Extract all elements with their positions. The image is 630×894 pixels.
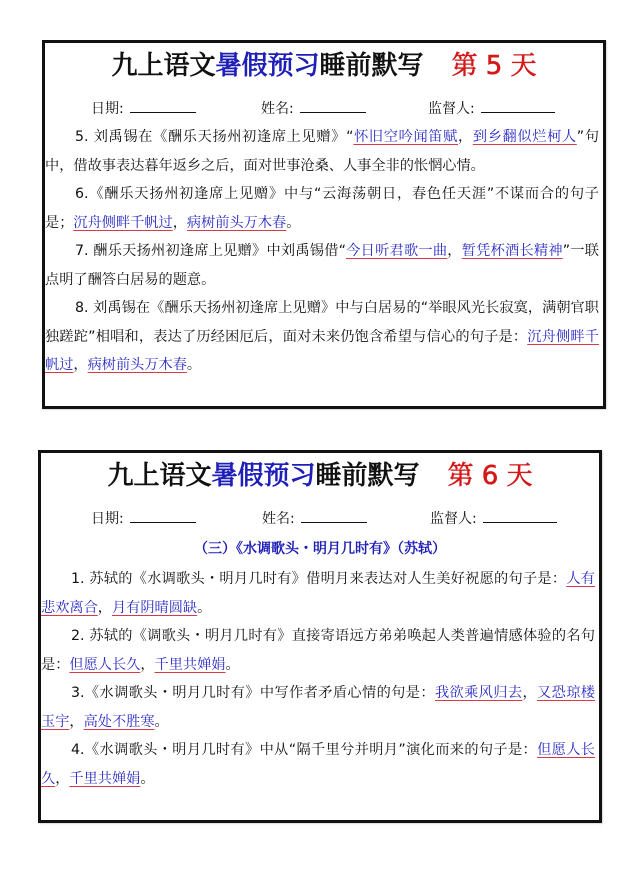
title-course: 九上语文 — [107, 461, 212, 491]
answer-text: 高处不胜寒 — [83, 713, 155, 730]
title-day: 第 6 天 — [447, 461, 533, 491]
question-text: 。 — [225, 656, 240, 673]
date-blank[interactable] — [130, 98, 196, 113]
question-item — [41, 622, 595, 679]
date-field — [91, 508, 196, 529]
date-label: 日期: — [91, 101, 124, 117]
name-label: 姓名: — [262, 511, 295, 527]
separator: ， — [73, 357, 88, 373]
answer-text: 今日听君歌一曲 — [346, 243, 448, 259]
question-text: 4.《水调歌头・明月几时有》中从“隔千里兮并明月”演化而来的句子是： — [71, 742, 538, 758]
question-item — [45, 294, 599, 380]
question-text: ”句中，借故事表达暮年返乡之后，面对世事沧桑、人事全非的怅惘心情。 — [45, 129, 599, 174]
title-activity: 睡前默写 — [319, 51, 424, 81]
separator: ， — [172, 214, 187, 231]
question-text: 7. 酬乐天扬州初逢席上见赠》中刘禹锡借“ — [75, 243, 346, 259]
question-text: 6.《酬乐天扬州初逢席上见赠》中与“云海荡朝日，春色任天涯”不谋而合的句子是； — [45, 186, 599, 231]
worksheet-card-day-6 — [38, 450, 602, 823]
separator: ， — [69, 713, 84, 730]
answer-text: 人有悲欢离合 — [41, 571, 595, 616]
card-title — [45, 49, 603, 83]
separator: ， — [447, 243, 462, 259]
question-text: 5. 刘禹锡在《酬乐天扬州初逢席上见赠》“ — [75, 129, 354, 145]
title-course: 九上语文 — [111, 51, 216, 81]
title-activity: 睡前默写 — [315, 461, 420, 491]
answer-text: 暂凭杯酒长精神 — [461, 243, 563, 259]
supervisor-label: 监督人: — [428, 101, 475, 117]
answer-text: 但愿人长久 — [41, 742, 595, 787]
separator: ， — [522, 685, 538, 701]
question-list — [41, 565, 595, 793]
title-highlight: 暑假预习 — [211, 461, 316, 491]
name-blank[interactable] — [300, 98, 366, 113]
answer-text: 沉舟侧畔千帆过 — [73, 214, 173, 231]
question-text: 。 — [154, 713, 169, 730]
answer-text: 月有阴晴圆缺 — [111, 599, 198, 616]
answer-text: 沉舟侧畔千帆过 — [45, 328, 599, 373]
question-item — [45, 123, 599, 180]
card-title — [41, 459, 599, 493]
separator: ， — [458, 129, 473, 145]
answer-text: 我欲乘风归去 — [434, 685, 523, 701]
title-highlight: 暑假预习 — [215, 51, 320, 81]
supervisor-blank[interactable] — [483, 508, 557, 523]
question-text: 3.《水调歌头・明月几时有》中写作者矛盾心情的句是： — [71, 685, 435, 701]
question-list — [45, 123, 599, 380]
separator: ， — [97, 599, 112, 616]
supervisor-field — [430, 508, 557, 529]
date-label: 日期: — [91, 511, 124, 527]
name-label: 姓名: — [261, 101, 294, 117]
question-text: 。 — [197, 599, 212, 616]
section-title: （三）《水调歌头・明月几时有》（苏轼） — [194, 541, 446, 557]
answer-text: 但愿人长久 — [69, 656, 141, 673]
question-item — [41, 736, 595, 793]
answer-text: 病树前头万木春 — [87, 357, 187, 373]
worksheet-card-day-5 — [42, 40, 606, 409]
supervisor-blank[interactable] — [481, 98, 555, 113]
meta-row — [45, 98, 603, 118]
supervisor-label: 监督人: — [430, 511, 477, 527]
separator: ， — [140, 656, 155, 673]
answer-text: 病树前头万木春 — [186, 214, 287, 231]
answer-text: 千里共婵娟 — [154, 656, 226, 673]
supervisor-field — [428, 98, 555, 119]
question-item — [45, 237, 599, 294]
question-item — [45, 180, 599, 237]
question-item — [41, 565, 595, 622]
name-field — [262, 508, 367, 529]
answer-text: 千里共婵娟 — [69, 770, 141, 787]
question-text: ”一联点明了酬答白居易的题意。 — [45, 243, 599, 288]
title-day: 第 5 天 — [451, 51, 537, 81]
question-text: 8. 刘禹锡在《酬乐天扬州初逢席上见赠》中与白居易的“举眼风光长寂寞，满朝官职独蹉跎”相唱和，表达了历经困厄后，面对未来仍饱含希望与信心的句子是： — [45, 300, 599, 345]
date-blank[interactable] — [130, 508, 196, 523]
question-text: 。 — [140, 770, 155, 787]
answer-text: 怀旧空吟闻笛赋 — [353, 129, 458, 145]
separator: ， — [55, 770, 70, 787]
meta-row — [41, 508, 599, 528]
question-text: 。 — [186, 357, 202, 373]
question-text: 。 — [286, 214, 301, 231]
answer-text: 到乡翻似烂柯人 — [472, 129, 577, 145]
question-text: 1. 苏轼的《水调歌头・明月几时有》借明月来表达对人生美好祝愿的句子是： — [71, 571, 567, 587]
date-field — [91, 98, 196, 119]
question-item — [41, 679, 595, 736]
answer-text: 又恐琼楼玉宇 — [41, 685, 595, 730]
question-text: 2. 苏轼的《调歌头・明月几时有》直接寄语远方弟弟唤起人类普遍情感体验的名句是： — [41, 628, 595, 673]
name-field — [261, 98, 366, 119]
name-blank[interactable] — [301, 508, 367, 523]
